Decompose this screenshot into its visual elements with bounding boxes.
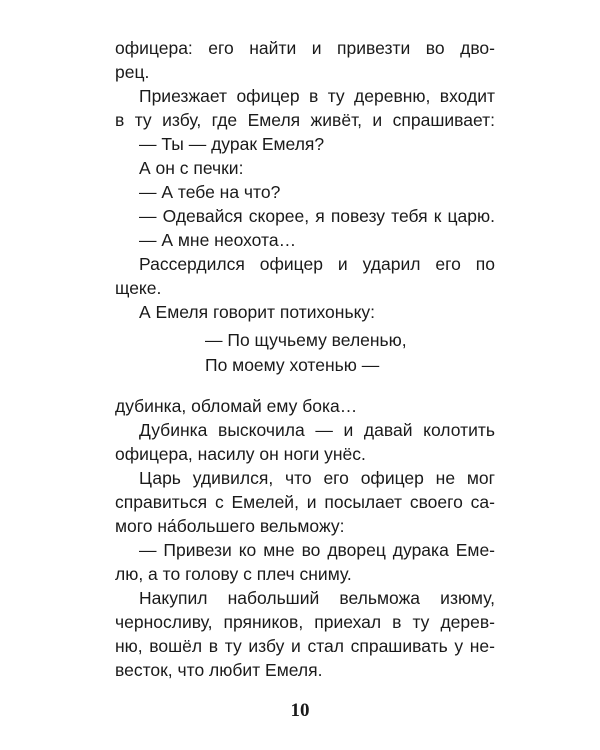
text-line: щеке.	[115, 278, 162, 298]
text-line: Дубинка выскочила — и давай колотить	[139, 420, 495, 440]
text-line: справиться с Емелей, и посылает своего са-	[115, 492, 495, 512]
text-line: — А тебе на что?	[139, 182, 281, 202]
text-line: весток, что любит Емеля.	[115, 660, 323, 680]
text-block-top	[115, 36, 495, 324]
text-line: — Одевайся скорее, я повезу тебя к царю.	[139, 206, 495, 226]
text-line: Царь удивился, что его офицер не мог	[139, 468, 495, 488]
text-line: офицера, насилу он ноги унёс.	[115, 444, 366, 464]
verse-block	[205, 328, 407, 378]
verse-line: По моему хотенью —	[205, 355, 380, 375]
text-line: А Емеля говорит потихоньку:	[139, 302, 376, 322]
text-line: лю, а то голову с плеч сниму.	[115, 564, 352, 584]
text-line: в ту избу, где Емеля живёт, и спрашивает:	[115, 110, 495, 130]
text-line: ню, вошёл в ту избу и стал спрашивать у не-	[115, 636, 495, 656]
text-line: Приезжает офицер в ту деревню, входит	[139, 86, 495, 106]
page-number: 10	[290, 700, 310, 721]
text-block-bottom	[115, 394, 495, 682]
text-line: рец.	[115, 62, 150, 82]
text-line: — Ты — дурак Емеля?	[139, 134, 325, 154]
text-line: дубинка, обломай ему бока…	[115, 396, 358, 416]
text-line: Рассердился офицер и ударил его по	[139, 254, 495, 274]
text-line: — Привези ко мне во дворец дурака Еме-	[139, 540, 495, 560]
verse-line: — По щучьему веленью,	[205, 330, 407, 350]
text-line: черносливу, пряников, приехал в ту дерев-	[115, 612, 495, 632]
text-line: А он с печки:	[139, 158, 244, 178]
text-line: офицера: его найти и привезти во дво-	[115, 38, 495, 58]
text-line: — А мне неохота…	[139, 230, 297, 250]
text-line: мого на́большего вельможу:	[115, 516, 345, 536]
text-line: Накупил набольший вельможа изюму,	[139, 588, 495, 608]
